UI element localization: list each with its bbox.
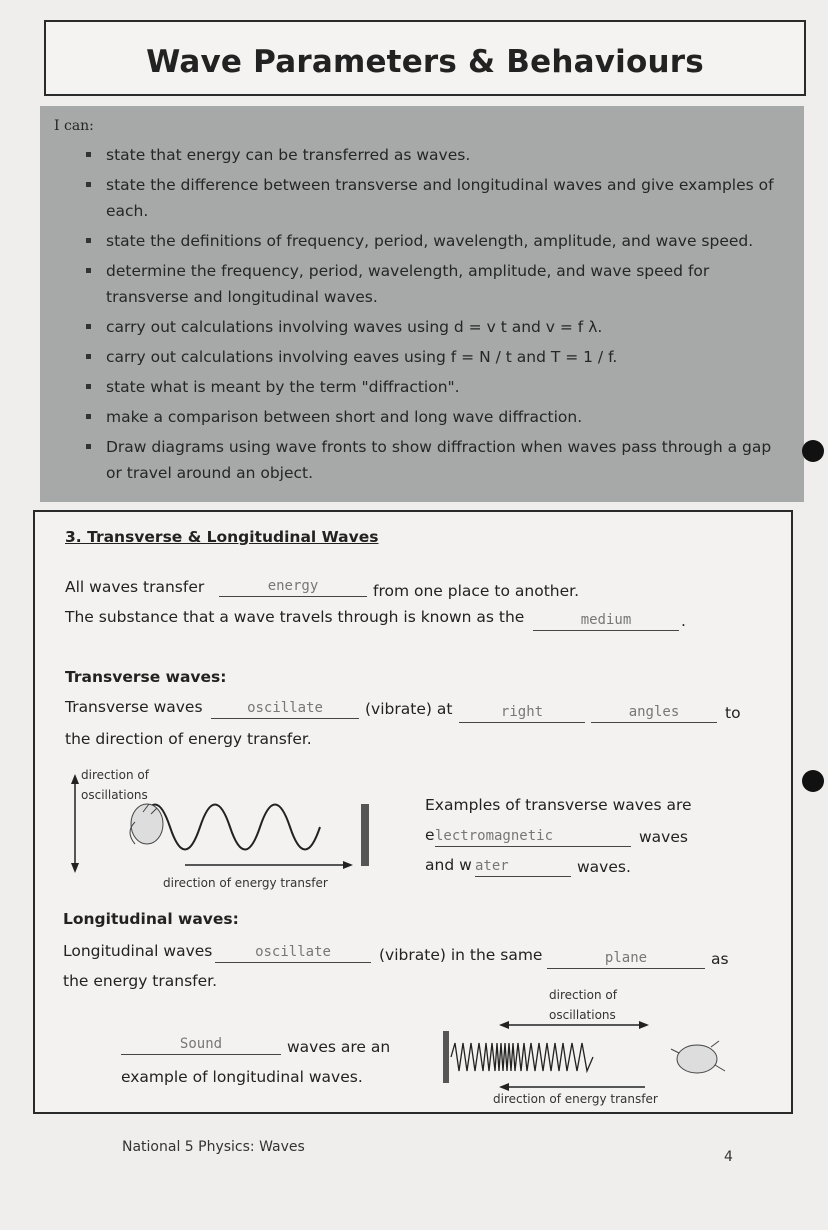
- i-can-list: [54, 142, 804, 486]
- list-item: carry out calculations involving eaves using f = N / t and T = 1 / f.: [54, 344, 804, 370]
- answer-blank[interactable]: lectromagnetic: [435, 826, 631, 847]
- longitudinal-heading: Longitudinal waves:: [63, 910, 239, 928]
- sentence-text: the energy transfer.: [63, 972, 218, 990]
- sentence-text: and w: [425, 856, 472, 874]
- sentence-text: Transverse waves: [65, 698, 203, 716]
- page-title: Wave Parameters & Behaviours: [146, 44, 704, 80]
- sentence-text: Examples of transverse waves are: [425, 796, 692, 814]
- diagram-label: oscillations: [81, 788, 148, 802]
- list-item: determine the frequency, period, wavelength, amplitude, and wave speed for transverse and longitudinal waves.: [54, 258, 804, 310]
- answer-blank[interactable]: plane: [547, 948, 705, 969]
- answer-blank[interactable]: oscillate: [211, 698, 359, 719]
- sentence-text: the direction of energy transfer.: [65, 730, 312, 748]
- sentence-text: waves: [639, 828, 688, 846]
- answer-blank[interactable]: energy: [219, 576, 367, 597]
- sentence-text: as: [711, 950, 729, 968]
- bullet-icon: [86, 268, 91, 273]
- i-can-panel: [40, 106, 804, 502]
- list-item: make a comparison between short and long wave diffraction.: [54, 404, 804, 430]
- bullet-icon: [86, 152, 91, 157]
- bullet-icon: [86, 324, 91, 329]
- sentence-text: .: [681, 612, 686, 630]
- binder-hole-icon: [802, 770, 824, 792]
- sentence-text: waves are an: [287, 1038, 391, 1056]
- bullet-icon: [86, 182, 91, 187]
- transverse-heading: Transverse waves:: [65, 668, 227, 686]
- sentence-text: waves.: [577, 858, 631, 876]
- bullet-icon: [86, 354, 91, 359]
- bullet-icon: [86, 414, 91, 419]
- answer-blank[interactable]: medium: [533, 610, 679, 631]
- longitudinal-wave-diagram: [435, 1017, 745, 1097]
- binder-hole-icon: [802, 440, 824, 462]
- sentence-text: (vibrate) at: [365, 700, 453, 718]
- transverse-longitudinal-section: [33, 510, 793, 1114]
- section-heading: 3. Transverse & Longitudinal Waves: [65, 528, 379, 546]
- bullet-icon: [86, 384, 91, 389]
- sentence-text: Longitudinal waves: [63, 942, 213, 960]
- list-item: state the difference between transverse and longitudinal waves and give examples of each.: [54, 172, 804, 224]
- footer-text: National 5 Physics: Waves: [122, 1139, 305, 1155]
- sentence-text: e: [425, 826, 435, 844]
- list-item: state the definitions of frequency, period, wavelength, amplitude, and wave speed.: [54, 228, 804, 254]
- sentence-text: (vibrate) in the same: [379, 946, 543, 964]
- diagram-label: direction of: [81, 768, 149, 782]
- list-item: Draw diagrams using wave fronts to show diffraction when waves pass through a gap or travel around an object.: [54, 434, 804, 486]
- diagram-label: direction of energy transfer: [163, 876, 328, 890]
- list-item: state what is meant by the term "diffraction".: [54, 374, 804, 400]
- diagram-label: oscillations: [549, 1008, 616, 1022]
- answer-blank[interactable]: angles: [591, 702, 717, 723]
- list-item: state that energy can be transferred as waves.: [54, 142, 804, 168]
- page-number: 4: [724, 1149, 733, 1165]
- answer-blank[interactable]: Sound: [121, 1034, 281, 1055]
- sentence-text: The substance that a wave travels through is known as the: [65, 608, 525, 626]
- i-can-label: I can:: [54, 118, 94, 134]
- list-item: carry out calculations involving waves using d = v t and v = f λ.: [54, 314, 804, 340]
- answer-blank[interactable]: ater: [475, 856, 571, 877]
- sentence-text: All waves transfer: [65, 578, 205, 596]
- diagram-label: direction of: [549, 988, 617, 1002]
- sentence-text: to: [725, 704, 741, 722]
- diagram-label: direction of energy transfer: [493, 1092, 658, 1106]
- answer-blank[interactable]: oscillate: [215, 942, 371, 963]
- bullet-icon: [86, 238, 91, 243]
- bullet-icon: [86, 444, 91, 449]
- sentence-text: from one place to another.: [373, 582, 580, 600]
- title-box: [44, 20, 806, 96]
- answer-blank[interactable]: right: [459, 702, 585, 723]
- sentence-text: example of longitudinal waves.: [121, 1068, 363, 1086]
